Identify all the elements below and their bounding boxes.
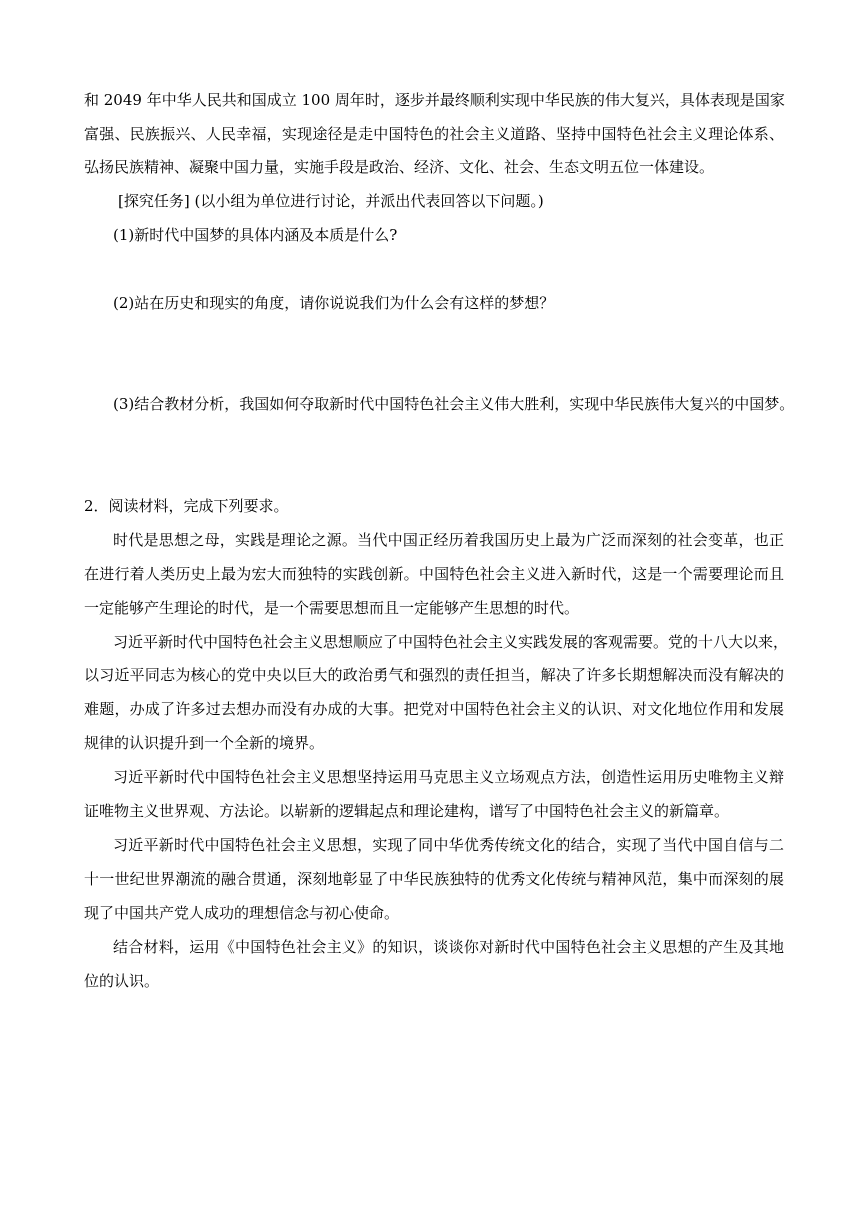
paragraph-line: 时代是思想之母，实践是理论之源。当代中国正经历着我国历史上最为广泛而深刻的社会变革，也正 [113,531,784,549]
paragraph-line: 一定能够产生理论的时代，是一个需要思想而且一定能够产生思想的时代。 [84,599,580,617]
paragraph-line: 规律的认识提升到一个全新的境界。 [84,734,325,752]
paragraph-line: 富强、民族振兴、人民幸福，实现途径是走中国特色的社会主义道路、坚持中国特色社会主义理论体系、 [84,125,784,143]
task-instruction: [探究任务] (以小组为单位进行讨论，并派出代表回答以下问题。) [118,192,544,210]
question-2: (2)站在历史和现实的角度，请你说说我们为什么会有这样的梦想？ [113,294,555,312]
paragraph-line: 以习近平同志为核心的党中央以巨大的政治勇气和强烈的责任担当，解决了许多长期想解决而没有解决的 [84,666,784,684]
paragraph-line: 和 2049 年中华人民共和国成立 100 周年时，逐步并最终顺利实现中华民族的伟大复兴，具体表现是国家 [84,91,785,109]
paragraph-line: 习近平新时代中国特色社会主义思想坚持运用马克思主义立场观点方法，创造性运用历史唯物主义辩 [113,768,784,786]
paragraph-line: 习近平新时代中国特色社会主义思想顺应了中国特色社会主义实践发展的客观需要。党的十八大以来， [113,633,789,651]
paragraph-line: 证唯物主义世界观、方法论。以崭新的逻辑起点和理论建构，谱写了中国特色社会主义的新篇章。 [84,802,730,820]
paragraph-line: 在进行着人类历史上最为宏大而独特的实践创新。中国特色社会主义进入新时代，这是一个需要理论而且 [84,565,784,583]
paragraph-line: 现了中国共产党人成功的理想信念与初心使命。 [84,904,400,922]
paragraph-line: 位的认识。 [84,972,160,990]
paragraph-line: 十一世纪世界潮流的融合贯通，深刻地彰显了中华民族独特的优秀文化传统与精神风范，集中而深刻的展 [84,870,784,888]
question-heading: 2．阅读材料，完成下列要求。 [84,497,289,515]
paragraph-line: 难题，办成了许多过去想办而没有办成的大事。把党对中国特色社会主义的认识、对文化地位作用和发展 [84,700,784,718]
paragraph-line: 结合材料，运用《中国特色社会主义》的知识，谈谈你对新时代中国特色社会主义思想的产生及其地 [113,938,784,956]
question-1: (1)新时代中国梦的具体内涵及本质是什么? [113,226,398,244]
paragraph-line: 弘扬民族精神、凝聚中国力量，实施手段是政治、经济、文化、社会、生态文明五位一体建设。 [84,158,715,176]
paragraph-line: 习近平新时代中国特色社会主义思想，实现了同中华优秀传统文化的结合，实现了当代中国自信与二 [113,836,784,854]
question-3: (3)结合教材分析，我国如何夺取新时代中国特色社会主义伟大胜利，实现中华民族伟大复兴的中国梦。 [113,395,795,413]
